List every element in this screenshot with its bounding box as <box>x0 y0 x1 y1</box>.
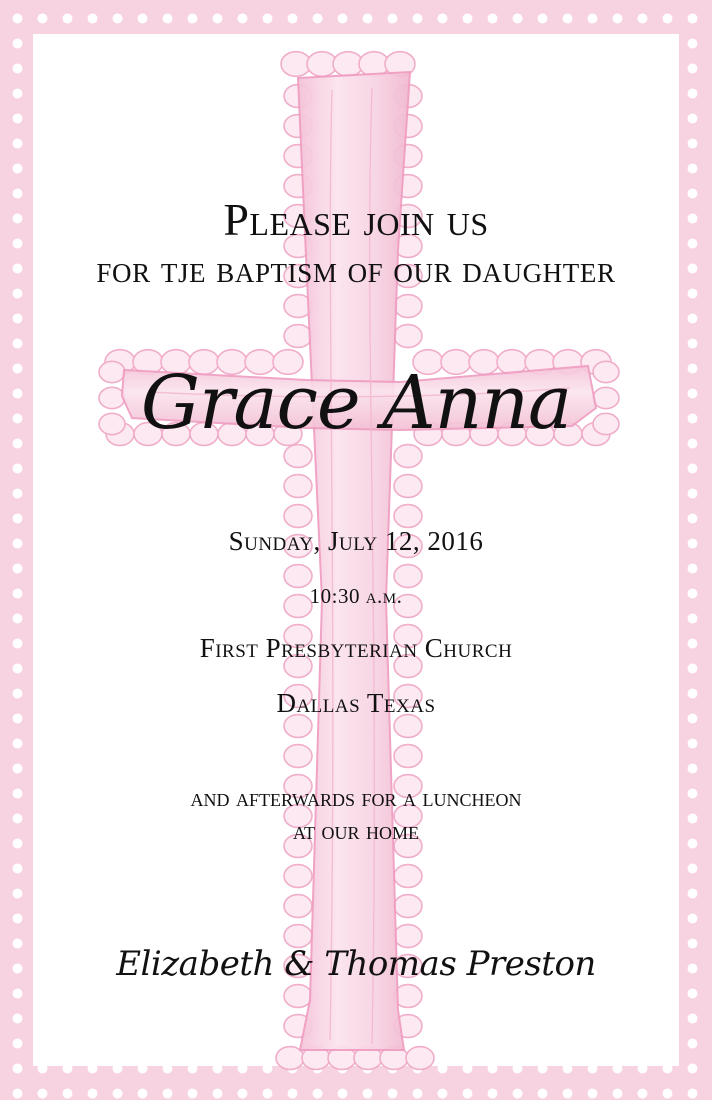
invite-heading: Please join us <box>223 194 489 245</box>
host-names: Elizabeth & Thomas Preston <box>116 944 596 984</box>
child-name: Grace Anna <box>140 360 572 446</box>
event-date: Sunday, July 12, 2016 <box>228 526 484 556</box>
event-time: 10:30 a.m. <box>309 584 403 608</box>
reception-line-2: at our home <box>292 816 419 845</box>
venue-city: Dallas Texas <box>276 688 436 718</box>
invite-subheading: for tje baptism of our daughter <box>96 249 616 291</box>
venue-name: First Presbyterian Church <box>199 633 513 663</box>
reception-line-1: and afterwards for a luncheon <box>190 783 522 812</box>
